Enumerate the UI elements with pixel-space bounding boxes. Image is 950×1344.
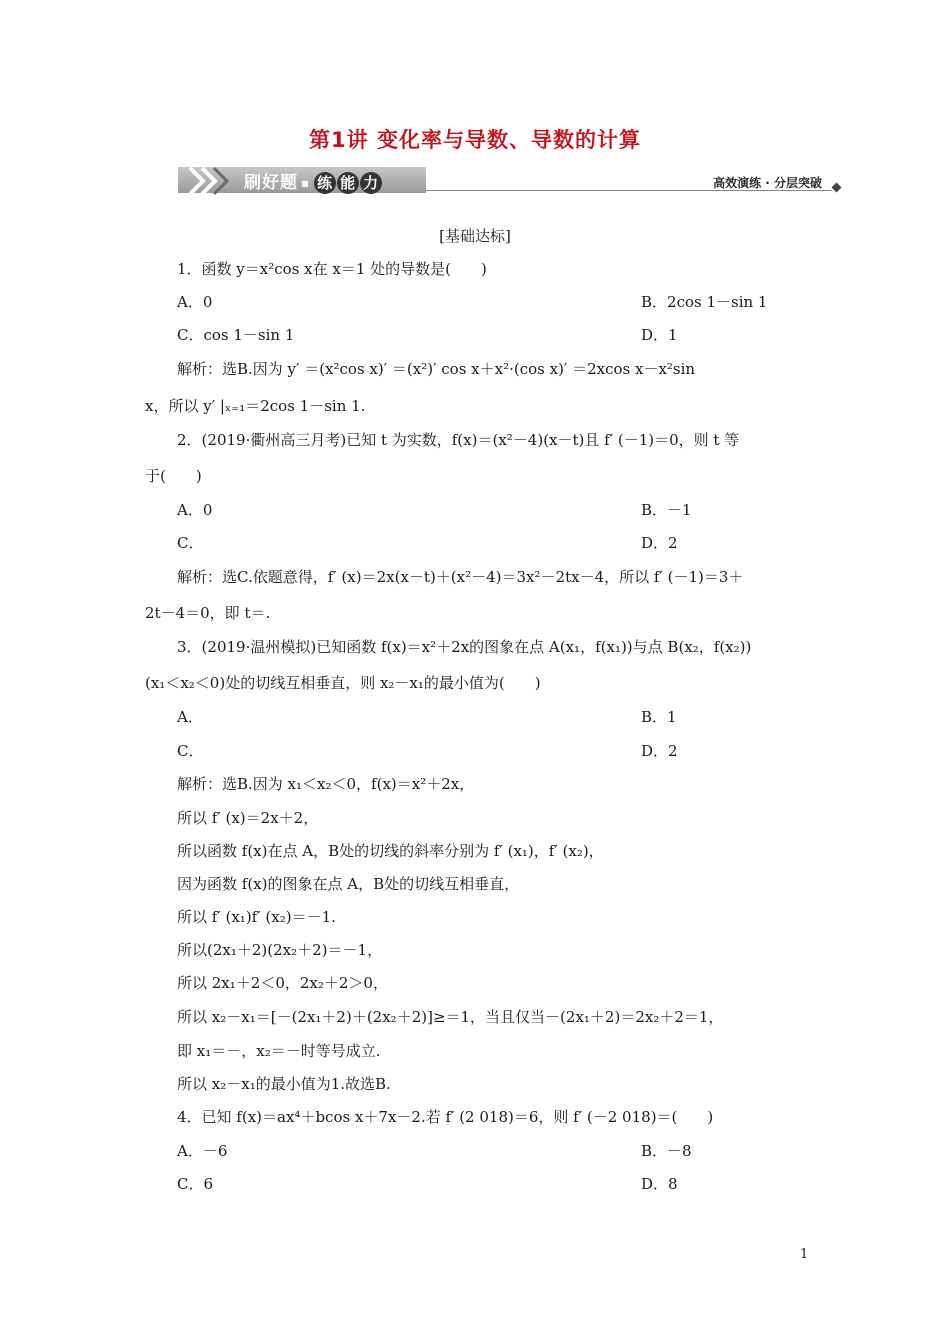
question-3-stem: (x₁＜x₂＜0)处的切线互相垂直，则 x₂－x₁的最小值为( ) [145, 674, 541, 692]
q1-option-d: D．1 [641, 326, 678, 344]
banner-circle-2: 能 [337, 172, 359, 194]
banner-right-text: 高效演练 · 分层突破 [713, 176, 822, 190]
q2-solution-line: 2t－4＝0，即 t＝. [145, 604, 271, 622]
banner-circle-3: 力 [360, 172, 382, 194]
q4-option-c: C．6 [177, 1175, 214, 1193]
section-heading: [基础达标] [439, 227, 511, 245]
q4-option-a: A．－6 [177, 1142, 228, 1160]
chevron-arrows-icon [186, 166, 238, 196]
question-4-stem: 4．已知 f(x)＝ax⁴＋bcos x＋7x－2.若 f′ (2 018)＝6，则 f′ (－2 018)＝( ) [177, 1108, 714, 1126]
diamond-icon [832, 183, 842, 193]
q3-solution-line: 因为函数 f(x)的图象在点 A，B处的切线互相垂直， [177, 875, 520, 893]
q2-option-c: C． [177, 534, 204, 552]
q1-solution-line: x，所以 y′ |ₓ₌₁＝2cos 1－sin 1. [145, 397, 366, 415]
q2-solution-line: 解析：选C.依题意得，f′ (x)＝2x(x－t)＋(x²－4)＝3x²－2tx－4，所以 f′ (－1)＝3＋ [177, 568, 744, 586]
question-1-stem: 1．函数 y＝x²cos x在 x＝1 处的导数是( ) [177, 260, 487, 278]
dot-icon: ▪ [301, 176, 311, 190]
question-2-stem: 2．(2019·衢州高三月考)已知 t 为实数，f(x)＝(x²－4)(x－t)且 f′ (－1)＝0，则 t 等 [177, 431, 740, 449]
q3-solution-line: 解析：选B.因为 x₁＜x₂＜0，f(x)＝x²＋2x， [177, 775, 475, 793]
section-banner [178, 164, 840, 196]
q4-option-b: B．－8 [641, 1142, 692, 1160]
q3-solution-line: 即 x₁＝－，x₂＝－时等号成立. [177, 1042, 381, 1060]
q1-option-a: A．0 [177, 293, 213, 311]
q1-solution-line: 解析：选B.因为 y′ ＝(x²cos x)′ ＝(x²)′ cos x＋x²·(cos x)′ ＝2xcos x－x²sin [177, 360, 696, 378]
q3-solution-line: 所以函数 f(x)在点 A，B处的切线的斜率分别为 f′ (x₁)，f′ (x₂)， [177, 842, 604, 860]
q3-solution-line: 所以 x₂－x₁的最小值为1.故选B. [177, 1075, 391, 1093]
banner-circle-1: 练 [314, 172, 336, 194]
q3-option-a: A． [177, 708, 203, 726]
banner-left-text: 刷好题 [244, 173, 298, 193]
q3-solution-line: 所以(2x₁＋2)(2x₂＋2)＝－1， [177, 941, 383, 959]
q3-option-d: D．2 [641, 742, 678, 760]
page-title: 第1讲 变化率与导数、导数的计算 [309, 128, 641, 152]
q3-solution-line: 所以 f′ (x)＝2x＋2， [177, 809, 319, 827]
q3-solution-line: 所以 f′ (x₁)f′ (x₂)＝－1. [177, 908, 336, 926]
page-number: 1 [800, 1247, 809, 1262]
question-2-stem: 于( ) [145, 467, 202, 485]
q2-option-a: A．0 [177, 501, 213, 519]
q4-option-d: D．8 [641, 1175, 678, 1193]
q3-option-c: C． [177, 742, 204, 760]
q1-option-c: C．cos 1－sin 1 [177, 326, 295, 344]
q2-option-d: D．2 [641, 534, 678, 552]
question-3-stem: 3．(2019·温州模拟)已知函数 f(x)＝x²＋2x的图象在点 A(x₁，f(x₁))与点 B(x₂，f(x₂)) [177, 638, 752, 656]
q2-option-b: B．－1 [641, 501, 692, 519]
q3-solution-line: 所以 x₂－x₁＝[－(2x₁＋2)＋(2x₂＋2)]≥＝1，当且仅当－(2x₁＋2)＝2x₂＋2＝1， [177, 1008, 724, 1026]
q3-solution-line: 所以 2x₁＋2＜0，2x₂＋2＞0， [177, 974, 388, 992]
q1-option-b: B．2cos 1－sin 1 [641, 293, 768, 311]
banner-label [244, 168, 382, 194]
q3-option-b: B．1 [641, 708, 677, 726]
